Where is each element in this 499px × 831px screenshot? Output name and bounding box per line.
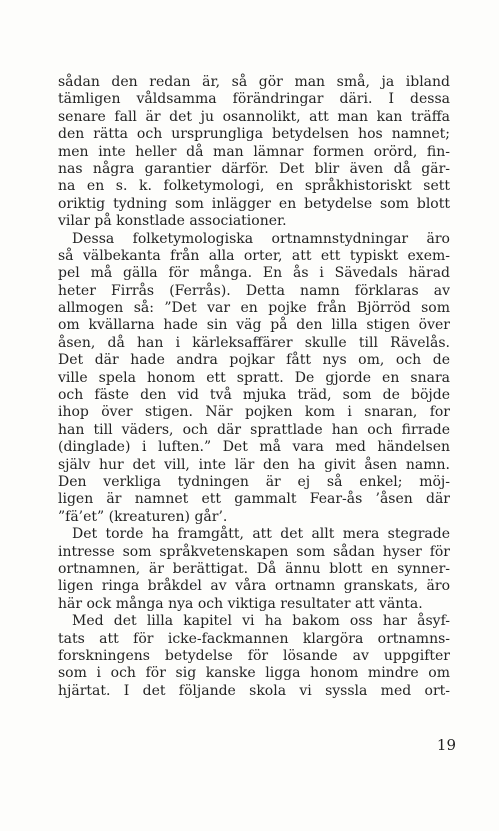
text-line: men inte heller då man lämnar formen orörd, fin- xyxy=(58,143,450,160)
text-line: Med det lilla kapitel vi ha bakom oss har åsyf- xyxy=(72,613,450,630)
text-line: här ock många nya och viktiga resultater att vänta. xyxy=(58,595,423,612)
text-line: som i och för sig kanske ligga honom mindre om xyxy=(58,665,450,682)
text-line: ligen är namnet ett gammalt Fear-ås ’åsen där xyxy=(58,491,450,508)
text-line: själv hur det vill, inte lär den ha givit åsen namn. xyxy=(58,456,450,473)
text-line: intresse som språkvetenskapen som sådan hyser för xyxy=(58,543,450,560)
text-line: Det torde ha framgått, att det allt mera stegrade xyxy=(72,526,450,543)
text-line: na en s. k. folketymologi, en språkhistoriskt sett xyxy=(58,178,450,195)
text-line: Dessa folketymologiska ortnamnstydningar äro xyxy=(72,230,450,247)
text-line: sådan den redan är, så gör man små, ja ibland xyxy=(58,74,450,90)
page-number: 19 xyxy=(436,736,456,754)
text-line: vilar på konstlade associationer. xyxy=(58,213,287,230)
text-line: så välbekanta från alla orter, att ett typiskt exem- xyxy=(58,247,450,264)
text-line: (dinglade) i luften.” Det må vara med händelsen xyxy=(58,439,450,456)
text-line: pel må gälla för många. En ås i Sävedals härad xyxy=(58,265,450,282)
text-line: ortnamnen, är berättigat. Då ännu blott en synner- xyxy=(58,560,450,577)
text-line: hjärtat. I det följande skola vi syssla med ort- xyxy=(58,682,450,699)
text-line: och fäste den vid två mjuka träd, som de böjde xyxy=(58,387,450,404)
text-line: oriktig tydning som inlägger en betydelse som blott xyxy=(58,195,450,212)
text-line: ihop över stigen. När pojken kom i snaran, for xyxy=(58,404,450,421)
text-line: senare fall är det ju osannolikt, att man kan träffa xyxy=(58,108,450,125)
text-line: ”fä’et” (kreaturen) går’. xyxy=(58,508,228,525)
text-line: heter Firrås (Ferrås). Detta namn förklaras av xyxy=(58,282,450,299)
text-line: forskningens betydelse för lösande av uppgifter xyxy=(58,647,450,664)
text-line: han till väders, och där sprattlade han och firrade xyxy=(58,421,450,438)
text-line: Det där hade andra pojkar fått nys om, och de xyxy=(58,352,450,369)
text-line: den rätta och ursprungliga betydelsen hos namnet; xyxy=(58,126,450,143)
text-line: ligen ringa bråkdel av våra ortnamn granskats, äro xyxy=(58,578,450,595)
text-line: Den verkliga tydningen är ej så enkel; möj- xyxy=(58,473,450,490)
text-line: nas några garantier därför. Det blir även då gär- xyxy=(58,160,450,177)
text-line: tämligen våldsamma förändringar däri. I dessa xyxy=(58,91,450,108)
text-line: tats att för icke-fackmannen klargöra ortnamns- xyxy=(58,630,450,647)
text-line: allmogen så: ”Det var en pojke från Björröd som xyxy=(58,300,450,317)
text-line: ville spela honom ett spratt. De gjorde en snara xyxy=(58,369,450,386)
text-line: åsen, då han i kärleksaffärer skulle till Rävelås. xyxy=(58,334,450,351)
text-line: om kvällarna hade sin väg på den lilla stigen över xyxy=(58,317,450,334)
body-text xyxy=(58,74,450,700)
